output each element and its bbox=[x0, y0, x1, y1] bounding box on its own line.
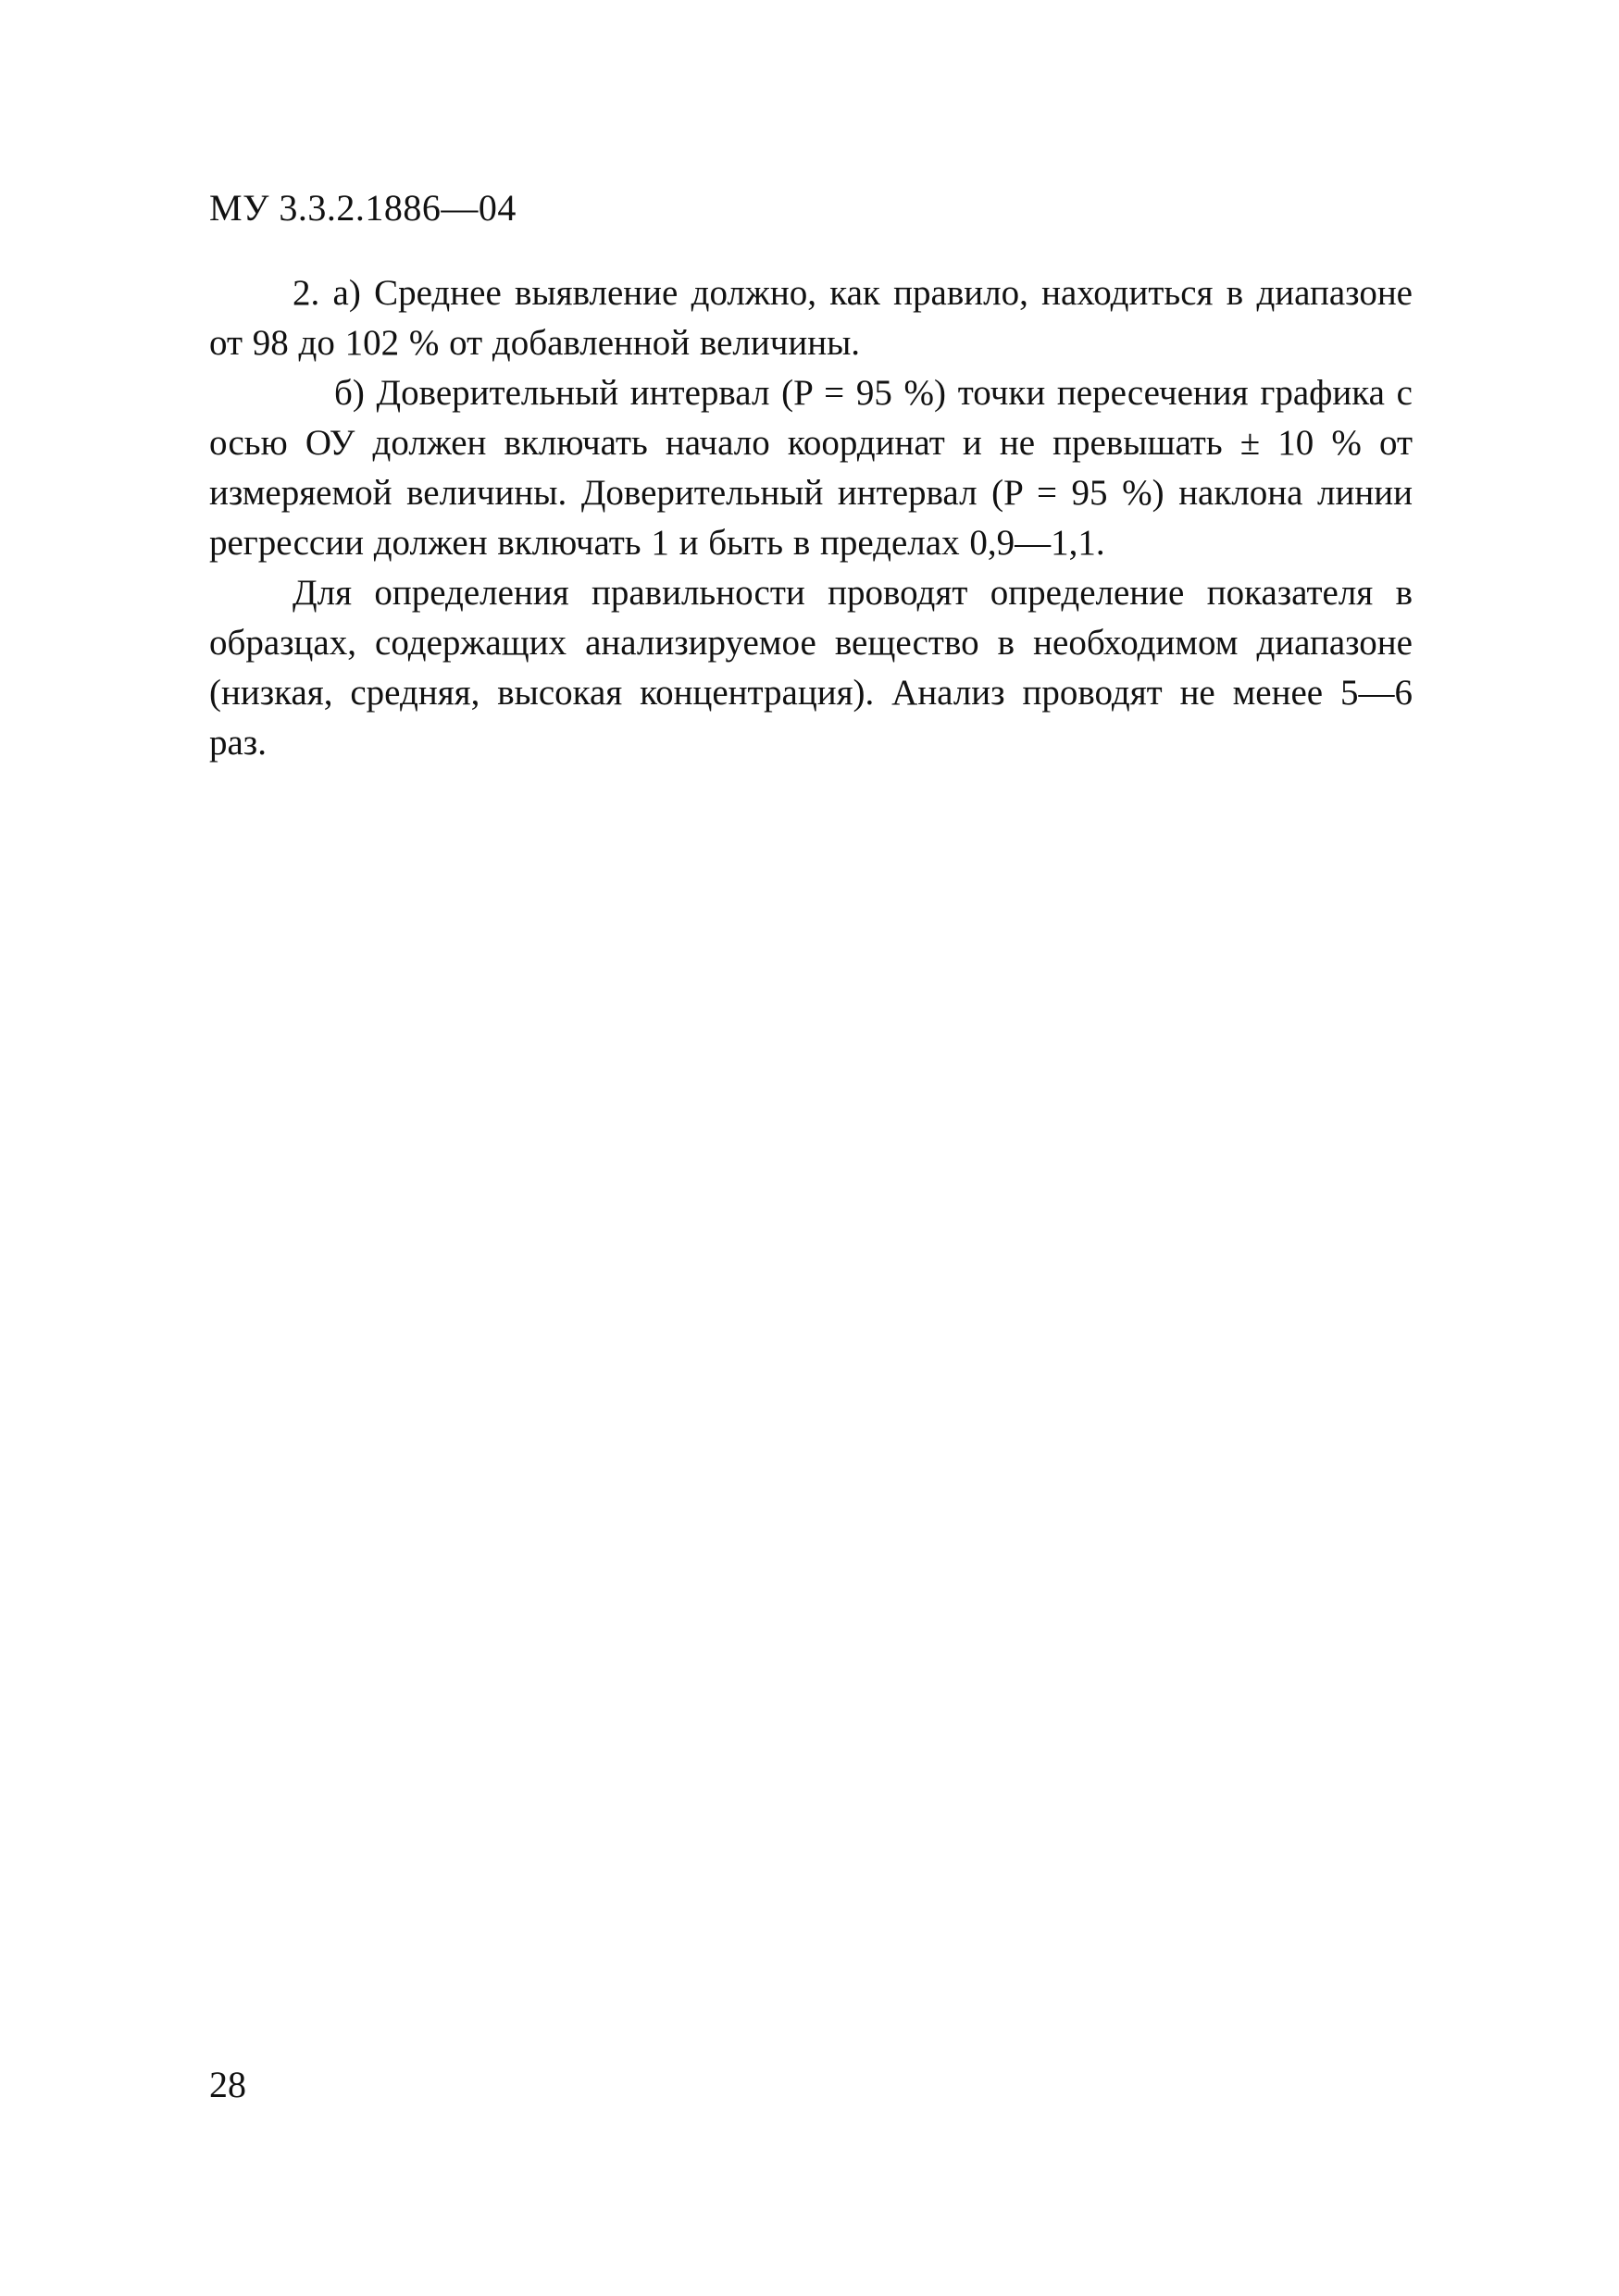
paragraph-accuracy: Для определения правильности проводят определение показателя в образцах, содержащих анализируемое вещество в необходимом диапазоне (низкая, средняя, высокая концентрация). Анализ проводят не менее 5—6 раз. bbox=[209, 573, 1413, 763]
page-number: 28 bbox=[209, 2064, 246, 2105]
paragraph-2b: б) Доверительный интервал (P = 95 %) точки пересечения графика с осью ОУ должен включать начало координат и не превышать ± 10 % от измеряемой величины. Доверительный интервал (P = 95 %) наклона линии регрессии должен включать 1 и быть в пределах 0,9—1,1. bbox=[209, 373, 1413, 563]
document-body bbox=[209, 268, 1413, 768]
paragraph-2a: 2. а) Среднее выявление должно, как правило, находиться в диапазоне от 98 до 102 % от добавленной величины. bbox=[209, 273, 1413, 363]
document-code-header: МУ 3.3.2.1886—04 bbox=[209, 187, 517, 229]
